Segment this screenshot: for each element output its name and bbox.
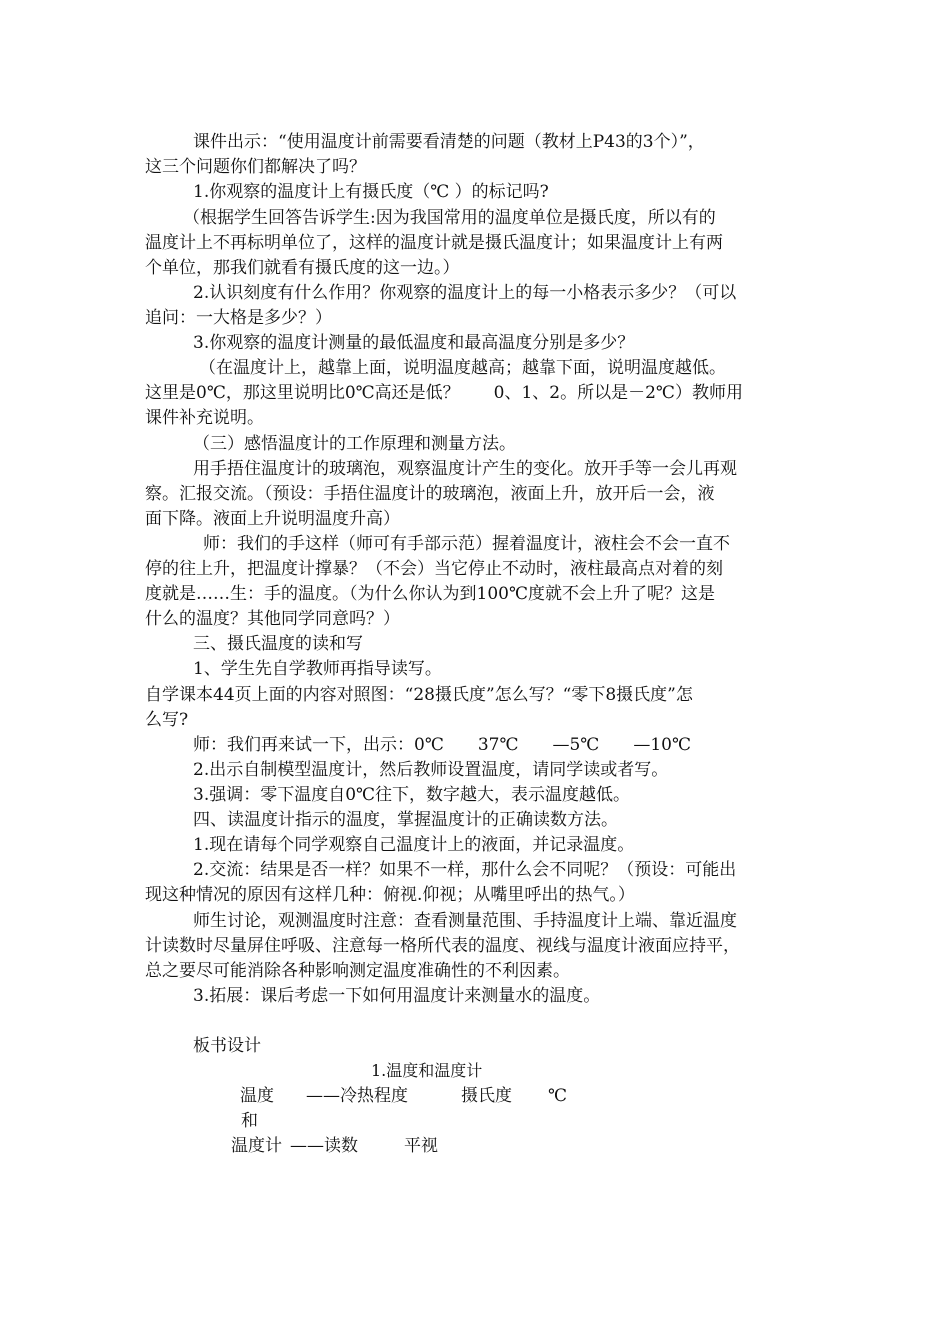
text-line: 1.现在请每个同学观察自己温度计上的液面，并记录温度。: [193, 835, 635, 855]
text-line: 计读数时尽量屏住呼吸、注意每一格所代表的温度、视线与温度计液面应持平，: [145, 936, 740, 956]
text-line: 师：我们再来试一下，出示：0℃ 37℃ —5℃ —10℃: [193, 735, 691, 755]
text-line: 总之要尽可能消除各种影响测定温度准确性的不利因素。: [145, 961, 570, 981]
text-line: 这里是0℃，那这里说明比0℃高还是低？ 0、1、2。所以是－2℃）教师用: [145, 383, 743, 403]
text-line: 察。汇报交流。（预设：手捂住温度计的玻璃泡，液面上升，放开后一会，液: [145, 484, 715, 504]
text-line: 2.出示自制模型温度计，然后教师设置温度，请同学读或者写。: [193, 760, 669, 780]
text-line: （根据学生回答告诉学生:因为我国常用的温度单位是摄氏度，所以有的: [183, 208, 716, 228]
text-line: 3.强调：零下温度自0℃往下，数字越大，表示温度越低。: [193, 785, 631, 805]
text-line: 自学课本44页上面的内容对照图：“28摄氏度”怎么写？“零下8摄氏度”怎: [145, 685, 693, 705]
text-line: 1.你观察的温度计上有摄氏度（℃ ）的标记吗?: [193, 182, 549, 202]
text-line: 2.交流：结果是否一样？如果不一样，那什么会不同呢？（预设：可能出: [193, 860, 737, 880]
text-line: 度就是……生：手的温度。（为什么你认为到100℃度就不会上升了呢？这是: [145, 584, 715, 604]
text-line: 现这种情况的原因有这样几种：俯视.仰视；从嘴里呼出的热气。）: [145, 885, 635, 905]
section-heading: 四、读温度计指示的温度，掌握温度计的正确读数方法。: [193, 810, 618, 830]
board-term-temperature: 温度: [240, 1086, 274, 1106]
text-line: 追问：一大格是多少？）: [145, 308, 332, 328]
board-level-view: 平视: [404, 1136, 438, 1156]
text-line: 这三个问题你们都解决了吗？: [145, 157, 366, 177]
board-heading: 板书设计: [193, 1036, 261, 1056]
text-line: 课件出示：“使用温度计前需要看清楚的问题（教材上P43的3个）”，: [193, 132, 705, 152]
text-line: 个单位，那我们就看有摄氏度的这一边。）: [145, 258, 460, 278]
text-line: 3.你观察的温度计测量的最低温度和最高温度分别是多少？: [193, 333, 635, 353]
text-line: 2.认识刻度有什么作用？你观察的温度计上的每一小格表示多少？（可以: [193, 283, 737, 303]
text-line: 什么的温度？其他同学同意吗？）: [145, 609, 400, 629]
board-unit-symbol: ℃: [548, 1086, 568, 1106]
text-line: 么写?: [145, 710, 189, 730]
board-term-thermometer: 温度计: [231, 1136, 282, 1156]
board-conjunction: 和: [241, 1111, 258, 1131]
text-line: 面下降。液面上升说明温度升高）: [145, 509, 400, 529]
board-unit-name: 摄氏度: [461, 1086, 512, 1106]
text-line: 课件补充说明。: [145, 408, 264, 428]
text-line: 温度计上不再标明单位了，这样的温度计就是摄氏温度计；如果温度计上有两: [145, 233, 723, 253]
text-line: 师生讨论，观测温度时注意：查看测量范围、手持温度计上端、靠近温度: [193, 911, 737, 931]
text-line: （在温度计上，越靠上面，说明温度越高；越靠下面，说明温度越低。: [199, 358, 726, 378]
board-title: 1.温度和温度计: [371, 1061, 483, 1080]
text-line: 停的往上升，把温度计撑暴？（不会）当它停止不动时，液柱最高点对着的刻: [145, 559, 723, 579]
section-heading: 三、摄氏温度的读和写: [193, 634, 363, 654]
section-heading: （三）感悟温度计的工作原理和测量方法。: [193, 434, 516, 454]
board-reading: ——读数: [290, 1136, 358, 1156]
text-line: 1、学生先自学教师再指导读写。: [193, 659, 442, 679]
board-definition: ——冷热程度: [306, 1086, 408, 1106]
text-line: 用手捂住温度计的玻璃泡，观察温度计产生的变化。放开手等一会儿再观: [193, 459, 737, 479]
text-line: 师：我们的手这样（师可有手部示范）握着温度计，液柱会不会一直不: [203, 534, 730, 554]
text-line: 3.拓展：课后考虑一下如何用温度计来测量水的温度。: [193, 986, 601, 1006]
